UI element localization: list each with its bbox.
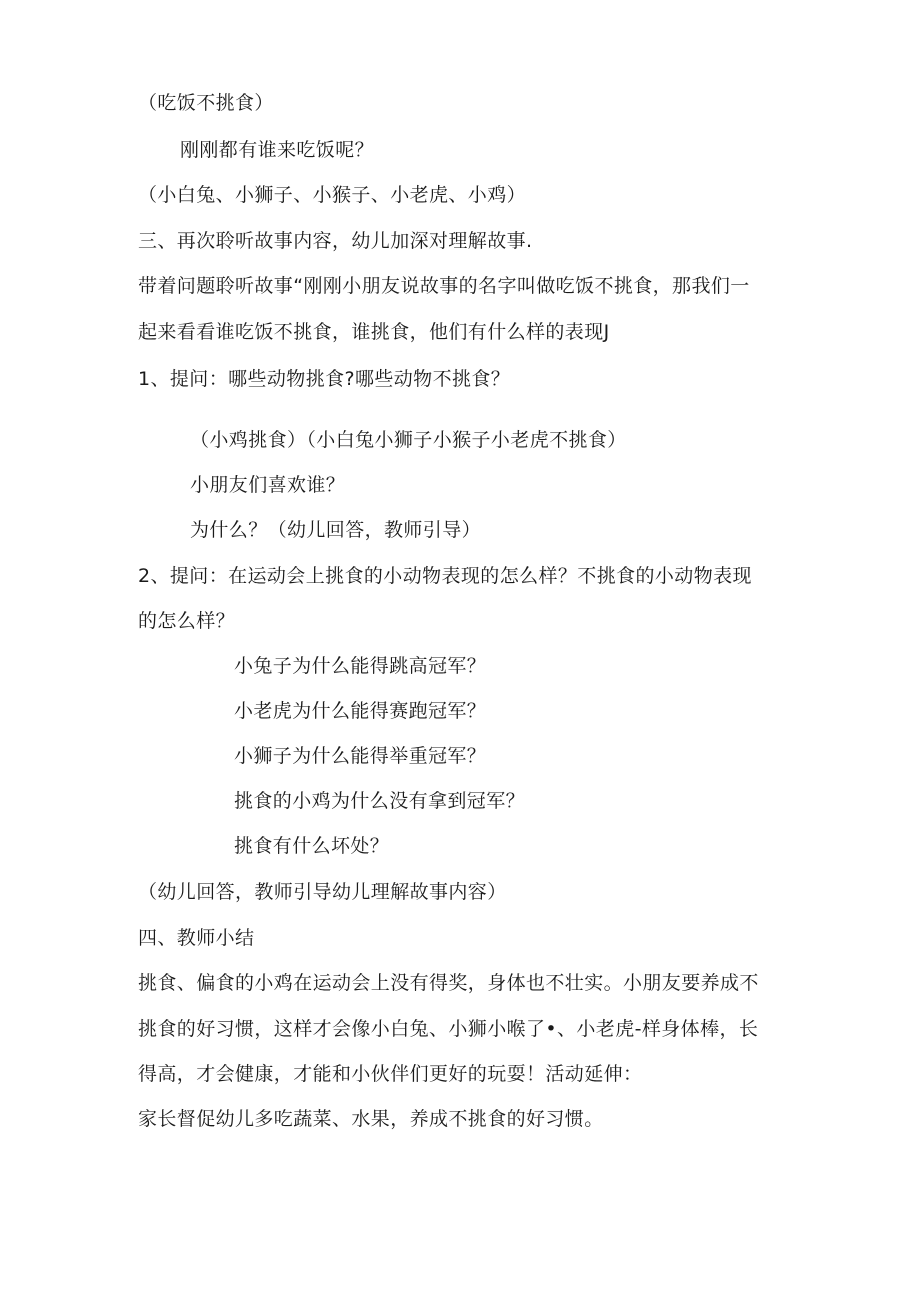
text-line-animal-list: （小白兔、小狮子、小猴子、小老虎、小鸡） (138, 184, 527, 206)
text-line-question-1: 1、提问：哪些动物挑食?哪些动物不挑食？ (138, 368, 511, 390)
text-line-subquestion-1: 小兔子为什么能得跳高冠军？ (234, 655, 487, 677)
text-line-response-note: （幼儿回答，教师引导幼儿理解故事内容） (138, 881, 507, 903)
text-line-summary-2: 挑食的好习惯，这样才会像小白兔、小狮小喉了•、小老虎-样身体棒，长 (138, 1018, 759, 1040)
text-line-question: 刚刚都有谁来吃饭呢？ (180, 139, 375, 161)
text-line-subquestion-2: 小老虎为什么能得赛跑冠军？ (234, 700, 487, 722)
text-line-followup-1: 小朋友们喜欢谁？ (190, 474, 346, 496)
text-line-question-2: 2、提问：在运动会上挑食的小动物表现的怎么样？不挑食的小动物表现 (138, 565, 752, 587)
section-heading-four: 四、教师小结 (138, 927, 255, 949)
text-line-summary-1: 挑食、偏食的小鸡在运动会上没有得奖，身体也不壮实。小朋友要养成不 (138, 972, 759, 994)
text-line-subquestion-3: 小狮子为什么能得举重冠军？ (234, 745, 487, 767)
text-line-paragraph: 带着问题聆听故事“刚刚小朋友说故事的名字叫做吃饭不挑食，那我们一 (138, 275, 750, 297)
text-line-response-title: （吃饭不挑食） (138, 92, 274, 114)
text-line-subquestion-5: 挑食有什么坏处？ (234, 835, 390, 857)
section-heading-three: 三、再次聆听故事内容，幼儿加深对理解故事. (138, 230, 533, 252)
text-line-summary-3: 得高，才会健康，才能和小伙伴们更好的玩耍！活动延伸： (138, 1063, 643, 1085)
text-line-subquestion-4: 挑食的小鸡为什么没有拿到冠军？ (234, 790, 526, 812)
text-line-question-2-cont: 的怎么样？ (138, 610, 236, 632)
text-line-extension: 家长督促幼儿多吃蔬菜、水果，养成不挑食的好习惯。 (138, 1108, 604, 1130)
text-line-followup-2: 为什么？（幼儿回答，教师引导） (190, 519, 482, 541)
text-line-answer-1: （小鸡挑食）（小白兔小狮子小猴子小老虎不挑食） (190, 429, 627, 451)
text-line-paragraph-cont: 起来看看谁吃饭不挑食，谁挑食，他们有什么样的表现J (138, 321, 610, 343)
